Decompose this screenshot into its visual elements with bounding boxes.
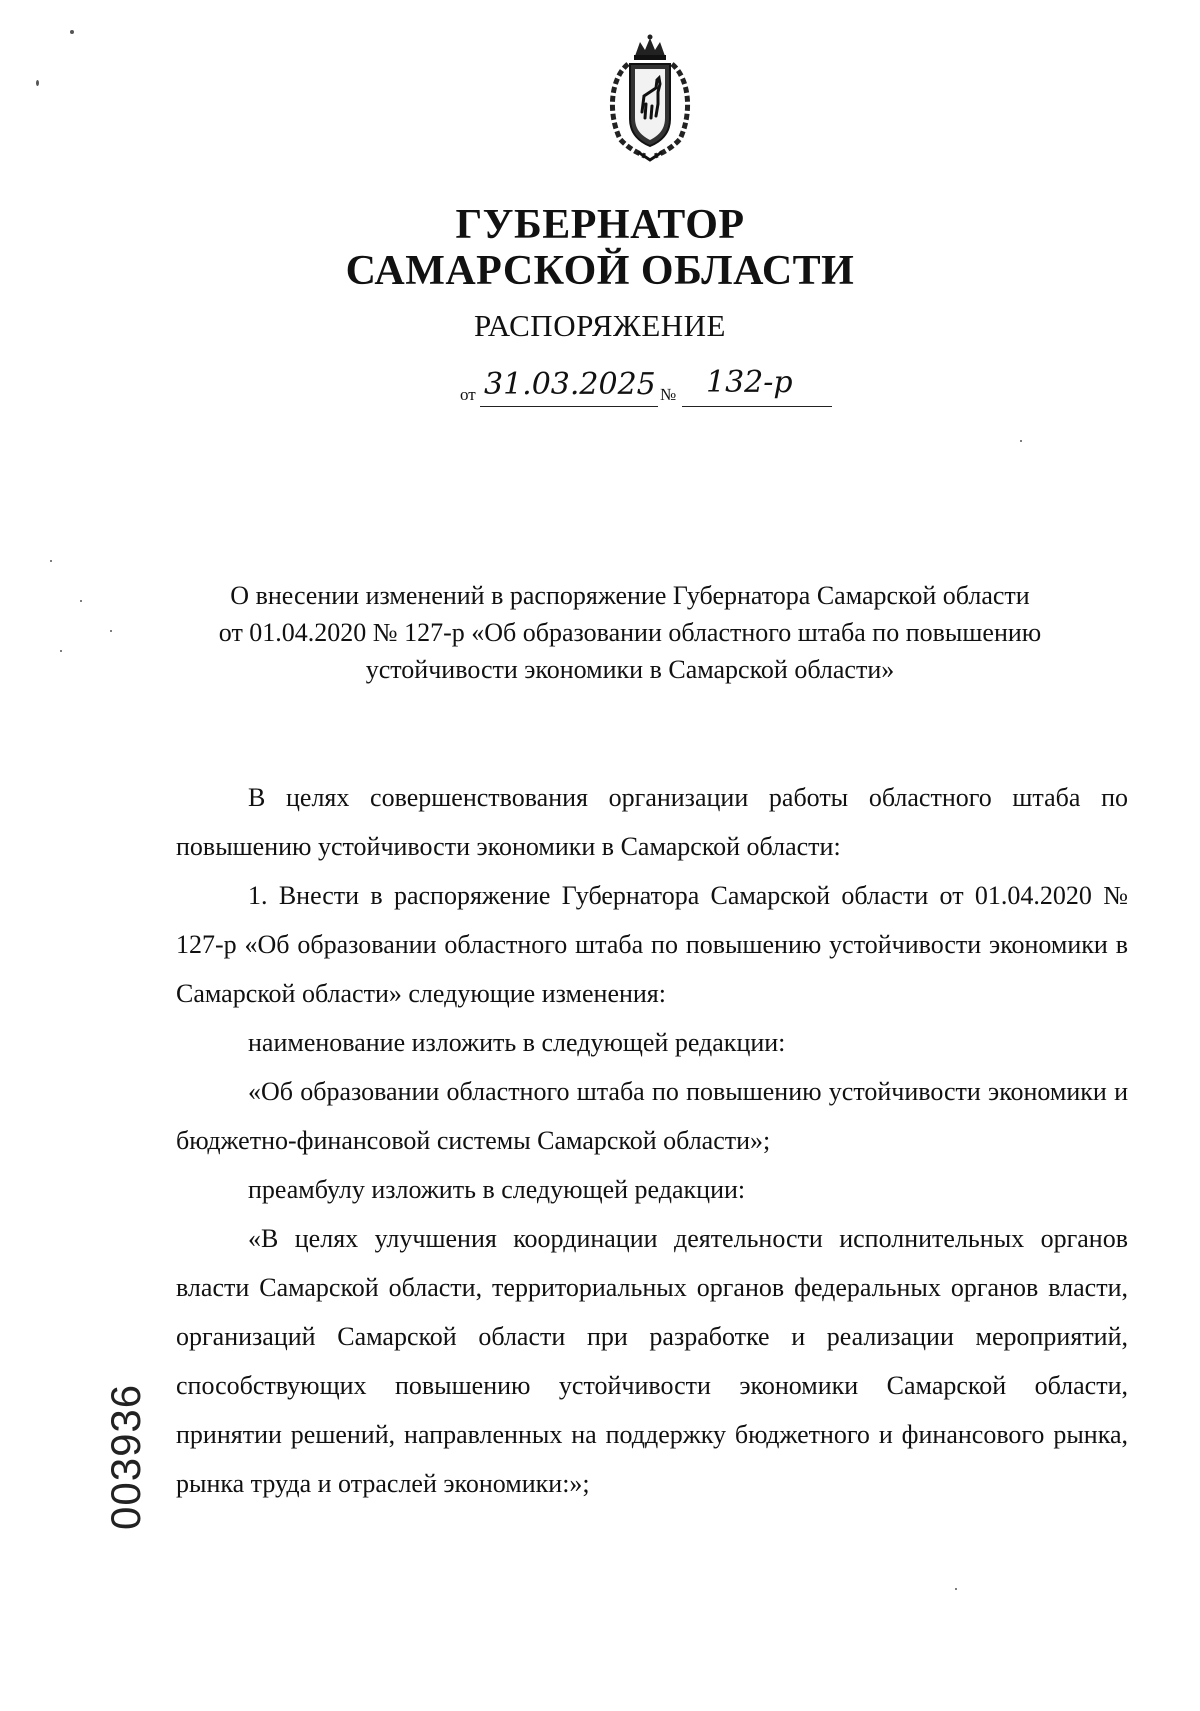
subject-line-2: от 01.04.2020 № 127-р «Об образовании областного штаба по повышению <box>218 618 1042 647</box>
number-underline <box>682 406 832 407</box>
scan-speck <box>70 30 74 34</box>
body-paragraph-name-change: наименование изложить в следующей редакции: <box>248 1028 786 1057</box>
scan-speck <box>110 630 112 632</box>
body-paragraph-preamble: В целях совершенствования организации работы областного штаба по повышению устойчивости экономики в Самарской области: <box>176 783 1128 861</box>
document-type: РАСПОРЯЖЕНИЕ <box>474 308 726 343</box>
margin-serial-number: 003936 <box>102 1383 149 1530</box>
scan-speck <box>50 560 52 562</box>
date-number-line <box>460 363 860 407</box>
scan-speck <box>60 650 62 652</box>
document-body <box>176 773 1128 1508</box>
document-subject <box>130 577 1130 688</box>
date-prefix: от <box>460 385 476 404</box>
org-name-line-1: ГУБЕРНАТОР <box>455 202 745 248</box>
body-paragraph-preamble-change: преамбулу изложить в следующей редакции: <box>248 1175 746 1204</box>
subject-line-1: О внесении изменений в распоряжение Губернатора Самарской области <box>230 581 1030 610</box>
coat-of-arms-icon <box>590 34 710 164</box>
scan-speck <box>1020 440 1022 442</box>
scan-speck <box>80 600 82 602</box>
body-paragraph-new-name: «Об образовании областного штаба по повышению устойчивости экономики и бюджетно-финансовой системы Самарской области»; <box>176 1077 1128 1155</box>
org-name-line-2: САМАРСКОЙ ОБЛАСТИ <box>345 248 855 294</box>
body-paragraph-new-preamble: «В целях улучшения координации деятельности исполнительных органов власти Самарской области, территориальных органов федеральных органов власти, организаций Самарской области при разработке и реализации мероприятий, способствующих повышению устойчивости экономики Самарской области, принятии решений, направленных на поддержку бюджетного и финансового рынка, рынка труда и отраслей экономики:»; <box>176 1224 1128 1498</box>
number-prefix: № <box>660 385 677 404</box>
date-handwritten: 31.03.2025 <box>484 367 656 402</box>
date-underline <box>480 406 658 407</box>
subject-line-3: устойчивости экономики в Самарской области» <box>365 655 895 684</box>
body-paragraph-item-1: 1. Внести в распоряжение Губернатора Самарской области от 01.04.2020 № 127-р «Об образовании областного штаба по повышению устойчивости экономики в Самарской области» следующие изменения: <box>176 881 1128 1008</box>
number-handwritten: 132-р <box>706 365 793 400</box>
scan-speck <box>955 1588 957 1590</box>
scan-speck <box>36 80 39 86</box>
